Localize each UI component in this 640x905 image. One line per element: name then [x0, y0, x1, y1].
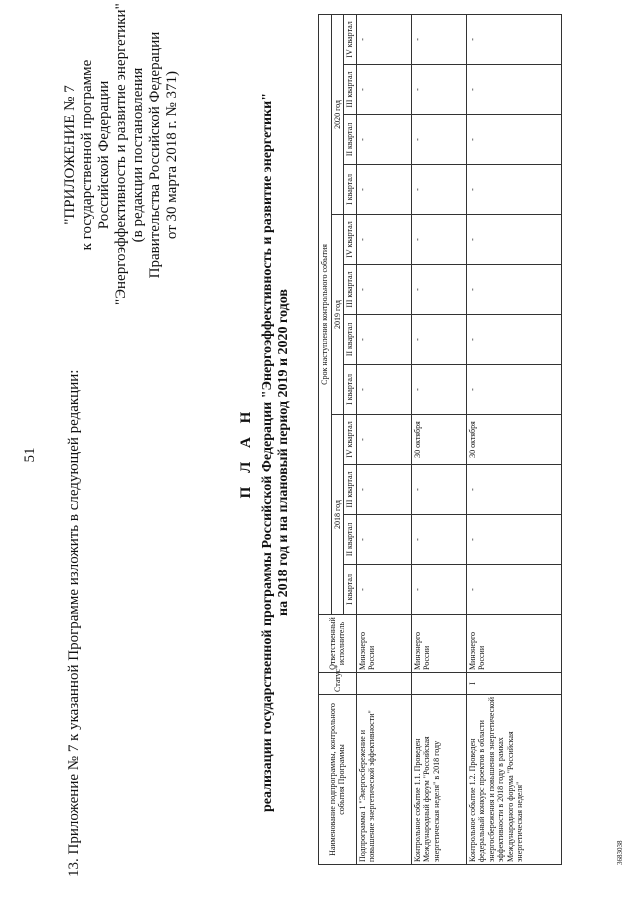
row-deadline: -: [356, 565, 411, 615]
plan-subtitle-line: на 2018 год и на плановый период 2019 и 2020 годов: [276, 289, 291, 616]
header-quarter: IV квартал: [344, 215, 357, 265]
header-quarter: I квартал: [344, 565, 357, 615]
plan-subtitle-line: реализации государственной программы Российской Федерации "Энергоэффективность и развитие энергетики": [260, 92, 275, 813]
row-deadline: -: [411, 265, 466, 315]
appendix-line: к государственной программе: [79, 59, 95, 251]
row-deadline: -: [466, 515, 561, 565]
row-deadline: -: [356, 365, 411, 415]
header-name: Наименование подпрограммы, контрольного события Программы: [319, 695, 357, 865]
header-quarter: I квартал: [344, 165, 357, 215]
header-quarter: IV квартал: [344, 14, 357, 64]
header-year: 2018 год: [331, 415, 344, 615]
row-deadline: -: [466, 315, 561, 365]
appendix-line: от 30 марта 2018 г. № 371): [164, 70, 180, 240]
row-deadline: -: [466, 365, 561, 415]
row-deadline: -: [466, 165, 561, 215]
row-deadline: -: [356, 265, 411, 315]
row-deadline: -: [411, 315, 466, 365]
appendix-line: "Энергоэффективность и развитие энергетики": [113, 3, 129, 305]
row-deadline: -: [411, 14, 466, 64]
row-deadline: -: [356, 115, 411, 165]
header-quarter: III квартал: [344, 465, 357, 515]
row-deadline: -: [411, 65, 466, 115]
header-quarter: II квартал: [344, 515, 357, 565]
header-year: 2020 год: [331, 14, 344, 214]
row-deadline: -: [356, 515, 411, 565]
header-quarter: II квартал: [344, 315, 357, 365]
header-quarter: I квартал: [344, 365, 357, 415]
row-deadline: -: [466, 465, 561, 515]
plan-table: [318, 14, 562, 865]
row-status: [356, 673, 411, 695]
row-deadline: -: [411, 515, 466, 565]
plan-subtitle: [260, 0, 292, 905]
row-deadline: -: [356, 415, 411, 465]
row-executor: Минэнерго России: [356, 615, 411, 673]
table-row: [466, 14, 561, 864]
row-deadline: -: [356, 315, 411, 365]
appendix-header: [62, 5, 181, 305]
appendix-line: (в редакции постановления: [130, 67, 146, 243]
table-row: [356, 14, 411, 864]
row-deadline: -: [466, 265, 561, 315]
page-number: 51: [22, 447, 38, 463]
row-status: [411, 673, 466, 695]
row-name: Контрольное событие 1.2. Проведен федеральный конкурс проектов в области энергосбережения и повышения энергетической эффективности в 2018 году в рамках Международного форума "Российская энергетическая неделя": [466, 695, 561, 865]
row-deadline: -: [466, 115, 561, 165]
header-quarter: III квартал: [344, 65, 357, 115]
header-deadline: Срок наступления контрольного события: [319, 14, 332, 614]
appendix-line: Правительства Российской Федерации: [147, 31, 163, 279]
row-deadline: -: [466, 65, 561, 115]
document-code: 3683038: [616, 840, 624, 865]
row-deadline: -: [411, 365, 466, 415]
row-deadline: -: [466, 14, 561, 64]
row-status: I: [466, 673, 561, 695]
appendix-line: Российской Федерации: [96, 80, 112, 230]
row-name: Подпрограмма 1 "Энергосбережение и повышение энергетической эффективности": [356, 695, 411, 865]
row-deadline: -: [411, 465, 466, 515]
row-deadline: -: [356, 65, 411, 115]
table-row: [411, 14, 466, 864]
row-deadline: -: [411, 165, 466, 215]
row-deadline: -: [411, 565, 466, 615]
appendix-line: "ПРИЛОЖЕНИЕ № 7: [62, 85, 78, 225]
row-deadline: -: [411, 215, 466, 265]
header-quarter: IV квартал: [344, 415, 357, 465]
plan-title: П Л А Н: [238, 406, 254, 499]
row-executor: Минэнерго России: [466, 615, 561, 673]
header-quarter: III квартал: [344, 265, 357, 315]
intro-line: 13. Приложение № 7 к указанной Программе изложить в следующей редакции:: [66, 369, 82, 877]
row-deadline: 30 октября: [411, 415, 466, 465]
row-name: Контрольное событие 1.1. Проведен Международный форум "Российская энергетическая неделя" в 2018 году: [411, 695, 466, 865]
row-deadline: -: [356, 165, 411, 215]
row-deadline: -: [466, 565, 561, 615]
row-deadline: -: [356, 14, 411, 64]
row-executor: Минэнерго России: [411, 615, 466, 673]
row-deadline: -: [356, 465, 411, 515]
row-deadline: 30 октября: [466, 415, 561, 465]
header-status: Статус*: [319, 673, 357, 695]
row-deadline: -: [356, 215, 411, 265]
header-quarter: II квартал: [344, 115, 357, 165]
header-executor: Ответственный исполнитель: [319, 615, 357, 673]
row-deadline: -: [466, 215, 561, 265]
row-deadline: -: [411, 115, 466, 165]
header-year: 2019 год: [331, 215, 344, 415]
